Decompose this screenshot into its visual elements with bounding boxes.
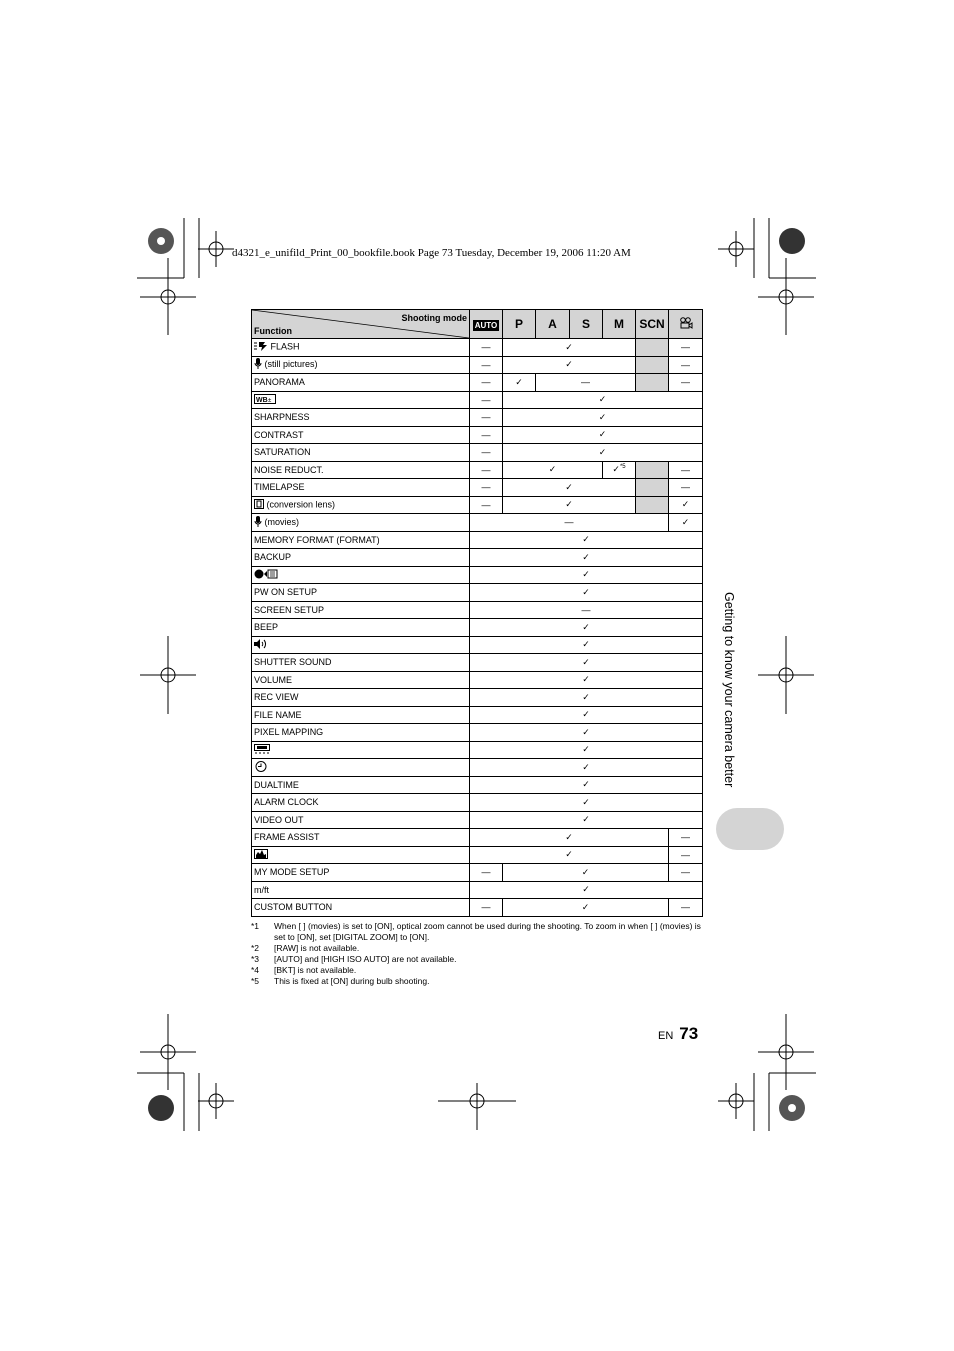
function-name [252,566,470,584]
table-cell [470,741,703,759]
table-cell [470,391,503,409]
table-cell [470,566,703,584]
check-mark: ✓ [582,551,590,562]
function-label-text: VIDEO OUT [254,814,304,825]
not-available-dash: — [481,482,491,493]
table-row [252,619,703,637]
table-cell [470,531,703,549]
table-cell [669,339,703,357]
check-mark: ✓ [598,429,607,440]
mode-s: S [581,317,590,331]
table-cell [470,846,669,864]
check-mark: ✓ [581,866,590,877]
function-name [252,759,470,777]
section-side-label: Getting to know your camera better [722,592,736,788]
flash-icon [254,341,268,353]
check-mark: ✓ [598,411,607,422]
mode-column-header [503,310,536,339]
function-name [252,461,470,479]
function-name [252,531,470,549]
function-name [252,794,470,812]
table-cell [503,391,703,409]
function-name [252,339,470,357]
footnote [251,921,706,943]
function-label-text: REC VIEW [254,692,299,703]
footnote-text: [AUTO] and [HIGH ISO AUTO] are not available. [274,954,457,964]
check-mark: ✓ [598,394,607,405]
mode-column-header [669,310,703,339]
table-cell [470,654,703,672]
footnotes [251,921,706,987]
not-available-dash: — [481,464,491,475]
table-cell [669,461,703,479]
table-cell [470,811,703,829]
table-cell [669,846,703,864]
function-name [252,741,470,759]
mode-column-header [636,310,669,339]
function-name [252,356,470,374]
function-name [252,864,470,882]
table-cell [636,461,669,479]
check-mark: ✓ [565,481,573,492]
table-cell [636,374,669,392]
not-available-dash: — [481,447,491,458]
mic-icon [254,358,262,371]
function-name [252,391,470,409]
function-label-text: FRAME ASSIST [254,832,320,843]
mode-a: A [548,317,557,331]
table-cell [470,584,703,602]
svg-text:±: ± [268,397,272,404]
function-name [252,601,470,619]
table-cell [636,339,669,357]
footnote-text: This is fixed at [ON] during bulb shooting. [274,976,430,986]
table-cell [470,706,703,724]
table-row [252,374,703,392]
not-available-dash: — [481,377,491,388]
function-label-text: BACKUP [254,552,292,563]
function-table [251,309,703,917]
clock-icon [254,761,268,774]
table-cell [470,689,703,707]
function-label-text: MY MODE SETUP [254,867,330,878]
not-available-dash: — [681,482,690,493]
table-header-row [252,310,703,339]
table-row [252,339,703,357]
not-available-dash: — [681,377,690,388]
footnote-key: *4 [251,965,260,975]
mode-scn: SCN [639,317,665,331]
mode-p: P [514,317,523,331]
table-row [252,654,703,672]
table-cell [669,514,703,532]
monitor-brightness-icon [254,744,270,756]
table-cell [470,671,703,689]
function-name [252,514,470,532]
table-cell [470,829,669,847]
table-row [252,864,703,882]
not-available-dash: — [481,867,491,878]
function-label-text: DUALTIME [254,779,299,790]
function-label-text: NOISE REDUCT. [254,464,324,475]
table-row [252,899,703,917]
table-row [252,724,703,742]
check-mark: ✓ [582,639,590,650]
table-cell [470,339,503,357]
mode-auto: AUTO [474,321,498,330]
table-cell [669,864,703,882]
not-available-dash: — [481,394,491,405]
check-mark: ✓ [548,464,557,475]
table-cell [669,374,703,392]
footnote [251,954,706,965]
function-name [252,444,470,462]
function-label-text: TIMELAPSE [254,482,305,493]
function-name [252,829,470,847]
not-available-dash: — [681,342,690,353]
not-available-dash: — [681,832,690,843]
table-cell [503,426,703,444]
not-available-dash: — [681,867,690,878]
mode-column-header [536,310,570,339]
check-mark: ✓ [582,796,590,807]
check-mark: ✓ [582,709,590,720]
not-available-dash: — [681,464,690,475]
table-cell [503,496,636,514]
table-row [252,409,703,427]
page-number [658,1024,698,1044]
not-available-dash: — [564,517,574,528]
function-name [252,619,470,637]
function-label-text: PIXEL MAPPING [254,727,324,738]
table-row [252,444,703,462]
conversion-lens-icon [254,499,264,511]
table-row [252,636,703,654]
table-row [252,759,703,777]
check-mark: ✓ [582,884,590,895]
table-cell [470,881,703,899]
check-mark: ✓ [515,376,523,387]
table-row [252,566,703,584]
table-cell [470,724,703,742]
function-name [252,881,470,899]
table-cell [503,409,703,427]
table-cell [470,496,503,514]
table-cell [470,374,503,392]
table-cell [603,461,636,479]
table-cell [503,461,603,479]
not-available-dash: — [481,902,491,913]
table-row [252,811,703,829]
function-label-text: MEMORY FORMAT (FORMAT) [254,534,380,545]
function-label-text: SHUTTER SOUND [254,657,332,668]
function-label-text: CONTRAST [254,429,304,440]
function-name [252,671,470,689]
table-row [252,706,703,724]
function-label-text: PANORAMA [254,377,305,388]
mode-m: M [614,317,624,331]
table-cell [669,899,703,917]
function-label-text: SATURATION [254,447,311,458]
function-name [252,811,470,829]
table-cell [470,776,703,794]
check-mark: ✓ [582,744,590,755]
footnote-key: *5 [251,976,260,986]
function-label-text: (conversion lens) [266,499,336,510]
check-mark: ✓ [565,831,573,842]
check-mark: ✓ [582,814,590,825]
table-cell [536,374,636,392]
function-name [252,899,470,917]
section-tab [716,808,784,850]
table-cell [470,899,503,917]
check-mark: ✓ [565,341,573,352]
footnote-key: *2 [251,943,260,953]
language-icon [254,569,278,581]
table-corner [252,310,470,339]
sound-icon [254,639,268,651]
function-label-text: VOLUME [254,674,293,685]
check-mark: ✓ [612,464,620,475]
table-row [252,794,703,812]
table-row [252,671,703,689]
table-row [252,601,703,619]
mode-column-header [570,310,603,339]
function-name [252,776,470,794]
table-cell [470,356,503,374]
check-mark: ✓ [582,621,590,632]
check-mark: ✓ [582,569,590,580]
table-cell [470,514,669,532]
wb-compensation-icon [254,394,276,406]
table-row [252,426,703,444]
function-label-text: SHARPNESS [254,412,310,423]
movie-icon [679,317,693,332]
not-available-dash: — [681,849,690,860]
table-cell [470,794,703,812]
function-name [252,426,470,444]
table-cell [636,356,669,374]
table-row [252,514,703,532]
table-row [252,531,703,549]
table-row [252,584,703,602]
function-label-text: SCREEN SETUP [254,604,325,615]
table-row [252,881,703,899]
function-name [252,409,470,427]
footnote [251,976,706,987]
table-row [252,461,703,479]
function-label-text: (still pictures) [264,359,318,370]
table-cell [503,444,703,462]
table-cell [470,636,703,654]
not-available-dash: — [481,429,491,440]
footnote-text: [RAW] is not available. [274,943,360,953]
footnote-text: [BKT] is not available. [274,965,357,975]
table-cell [503,374,536,392]
function-label: Function [254,326,292,336]
footnote-key: *3 [251,954,260,964]
footnote-ref: *5 [619,464,626,471]
function-label-text: (movies) [264,516,300,527]
function-name [252,724,470,742]
function-label-text: PW ON SETUP [254,587,318,598]
check-mark: ✓ [681,499,690,510]
function-name [252,689,470,707]
table-cell [503,864,669,882]
mode-column-header [470,310,503,339]
function-name [252,549,470,567]
table-cell [470,409,503,427]
not-available-dash: — [581,604,591,615]
shooting-mode-label: Shooting mode [401,313,467,323]
not-available-dash: — [481,499,491,510]
table-row [252,549,703,567]
check-mark: ✓ [582,691,590,702]
table-row [252,689,703,707]
page-num: 73 [679,1024,699,1043]
table-cell [470,461,503,479]
function-label-text: ALARM CLOCK [254,797,319,808]
table-cell [470,426,503,444]
function-label-text: FLASH [270,341,300,352]
not-available-dash: — [481,359,491,370]
table-cell [470,759,703,777]
table-cell [669,496,703,514]
table-cell [669,356,703,374]
table-row [252,479,703,497]
not-available-dash: — [681,359,690,370]
table-row [252,741,703,759]
table-cell [503,479,636,497]
footnote [251,965,706,976]
table-row [252,356,703,374]
print-header: d4321_e_unifild_Print_00_bookfile.book Page 73 Tuesday, December 19, 2006 11:20 AM [232,247,631,259]
table-cell [503,339,636,357]
check-mark: ✓ [565,849,573,860]
footnote-key: *1 [251,921,260,931]
table-cell [636,496,669,514]
function-name [252,496,470,514]
table-cell [470,619,703,637]
not-available-dash: — [481,412,491,423]
table-cell [470,601,703,619]
function-name [252,374,470,392]
page-lang: EN [658,1030,674,1042]
table-cell [470,549,703,567]
function-name [252,584,470,602]
check-mark: ✓ [582,779,590,790]
function-label-text: CUSTOM BUTTON [254,902,333,913]
table-cell [470,479,503,497]
function-label-text: FILE NAME [254,709,302,720]
check-mark: ✓ [582,761,590,772]
check-mark: ✓ [582,534,590,545]
not-available-dash: — [581,377,590,388]
footnote [251,943,706,954]
function-name [252,636,470,654]
check-mark: ✓ [582,586,590,597]
function-name [252,654,470,672]
not-available-dash: — [681,902,690,913]
table-cell [669,479,703,497]
table-row [252,846,703,864]
not-available-dash: — [481,342,491,353]
table-row [252,391,703,409]
check-mark: ✓ [581,901,590,912]
histogram-icon [254,849,268,861]
footnote-text: When [ ] (movies) is set to [ON], optical zoom cannot be used during the shooting. To zoom in when [ ] (movies) is set to [ON], set [DIGITAL ZOOM] to [ON]. [274,921,701,942]
table-cell [636,479,669,497]
table-row [252,829,703,847]
check-mark: ✓ [582,674,590,685]
table-row [252,496,703,514]
mic-icon [254,516,262,529]
check-mark: ✓ [681,516,690,527]
table-cell [470,864,503,882]
function-name [252,706,470,724]
check-mark: ✓ [565,499,573,510]
function-name [252,479,470,497]
mode-column-header [603,310,636,339]
function-label-text: BEEP [254,622,279,633]
table-cell [669,829,703,847]
table-cell [503,899,669,917]
table-cell [470,444,503,462]
function-name [252,846,470,864]
table-cell [503,356,636,374]
check-mark: ✓ [598,446,607,457]
check-mark: ✓ [582,656,590,667]
table-row [252,776,703,794]
svg-text:WB: WB [256,396,268,404]
function-label-text: m/ft [254,884,269,895]
check-mark: ✓ [582,726,590,737]
check-mark: ✓ [565,359,573,370]
